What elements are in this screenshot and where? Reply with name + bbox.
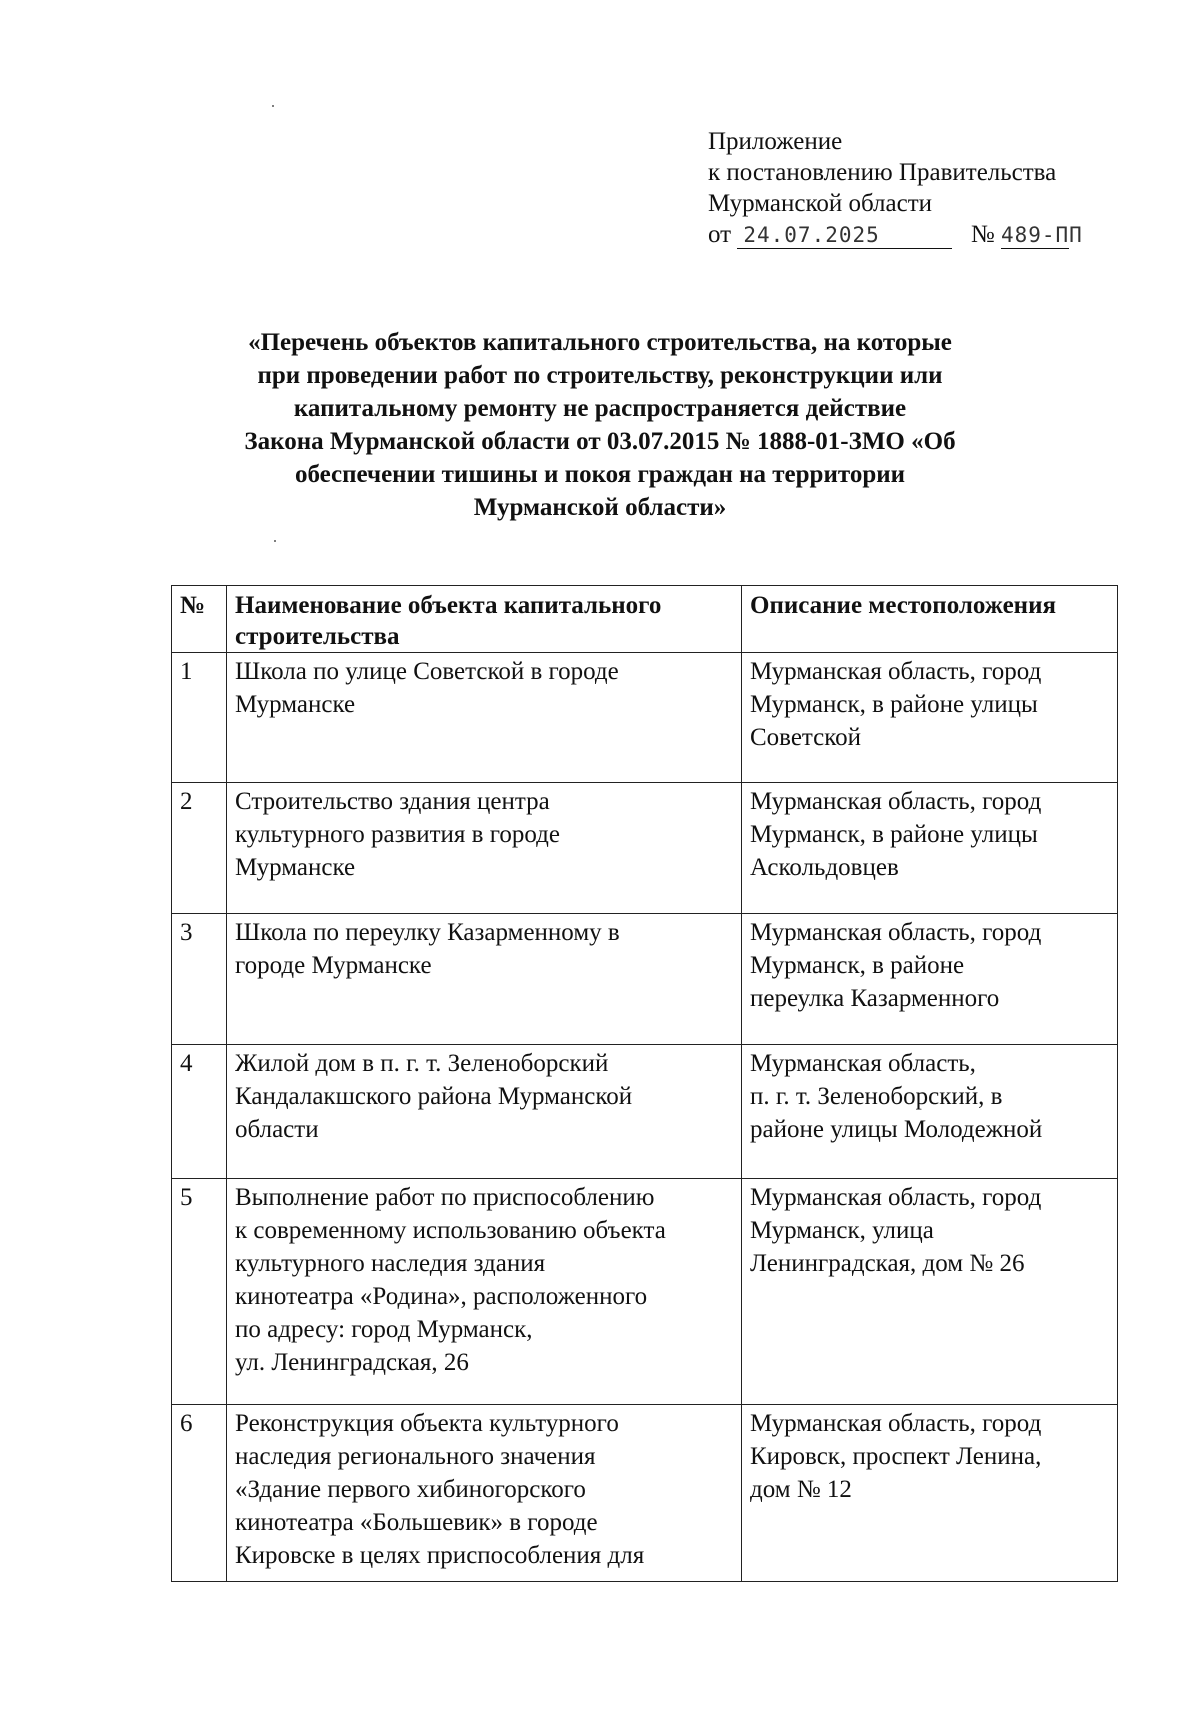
scan-speck <box>274 540 276 542</box>
name-line: культурного развития в городе <box>235 821 560 848</box>
table-row <box>172 1045 1118 1179</box>
appendix-title: Приложение <box>708 128 843 155</box>
location-line: Мурманская область, город <box>750 658 1042 685</box>
location-line: Мурманск, улица <box>750 1217 934 1244</box>
name-line: наследия регионального значения <box>235 1443 596 1470</box>
row-number: 2 <box>172 783 227 914</box>
row-object-name <box>227 653 742 783</box>
row-number: 5 <box>172 1179 227 1405</box>
name-line: Школа по улице Советской в городе <box>235 658 619 685</box>
row-number: 6 <box>172 1405 227 1582</box>
location-line: Ленинградская, дом № 26 <box>750 1250 1025 1277</box>
location-line: Советской <box>750 724 862 751</box>
location-line: Мурманская область, <box>750 1050 976 1077</box>
appendix-region: Мурманской области <box>708 190 933 217</box>
location-line: Мурманск, в районе улицы <box>750 691 1038 718</box>
title-line: при проведении работ по строительству, реконструкции или <box>257 362 943 389</box>
name-line: по адресу: город Мурманск, <box>235 1316 533 1343</box>
name-line: Реконструкция объекта культурного <box>235 1410 619 1437</box>
location-line: Мурманская область, город <box>750 919 1042 946</box>
table-header-row <box>172 586 1118 653</box>
date-prefix: от <box>708 221 732 248</box>
table-row <box>172 1179 1118 1405</box>
name-line: «Здание первого хибиногорского <box>235 1476 586 1503</box>
name-line: Школа по переулку Казарменному в <box>235 919 620 946</box>
row-location <box>742 653 1118 783</box>
title-line: Закона Мурманской области от 03.07.2015 № 1888-01-ЗМО «Об <box>244 428 956 455</box>
appendix-date-row <box>708 219 1083 250</box>
table-row <box>172 914 1118 1045</box>
header-number: № <box>172 586 227 653</box>
location-line: дом № 12 <box>750 1476 852 1503</box>
row-number: 1 <box>172 653 227 783</box>
location-line: переулка Казарменного <box>750 985 1000 1012</box>
location-line: Мурманская область, город <box>750 788 1042 815</box>
location-line: Мурманская область, город <box>750 1184 1042 1211</box>
row-object-name <box>227 783 742 914</box>
row-location <box>742 1045 1118 1179</box>
name-line: к современному использованию объекта <box>235 1217 666 1244</box>
name-line: Кандалакшского района Мурманской <box>235 1083 633 1110</box>
title-line: Мурманской области» <box>473 494 727 521</box>
objects-table <box>171 585 1118 1582</box>
table-row <box>172 653 1118 783</box>
name-line: городе Мурманске <box>235 952 432 979</box>
header-name-line: строительства <box>235 623 400 650</box>
scan-speck <box>272 105 274 107</box>
name-line: культурного наследия здания <box>235 1250 546 1277</box>
row-object-name <box>227 1045 742 1179</box>
row-object-name <box>227 1179 742 1405</box>
title-line: «Перечень объектов капитального строительства, на которые <box>248 329 952 356</box>
location-line: Аскольдовцев <box>750 854 899 881</box>
table-row <box>172 783 1118 914</box>
name-line: ул. Ленинградская, 26 <box>235 1349 469 1376</box>
row-number: 4 <box>172 1045 227 1179</box>
header-name-line: Наименование объекта капитального <box>235 592 662 619</box>
row-location <box>742 1179 1118 1405</box>
number-value: 489-ПП <box>1000 223 1083 247</box>
header-location: Описание местоположения <box>742 586 1118 653</box>
date-value: 24.07.2025 <box>737 222 952 249</box>
row-object-name <box>227 1405 742 1582</box>
name-line: кинотеатра «Большевик» в городе <box>235 1509 598 1536</box>
name-line: Мурманске <box>235 854 356 881</box>
row-location <box>742 914 1118 1045</box>
appendix-reference: к постановлению Правительства <box>708 159 1057 186</box>
appendix-block <box>708 126 1083 250</box>
title-line: капитальному ремонту не распространяется действие <box>293 395 907 422</box>
name-line: Выполнение работ по приспособлению <box>235 1184 655 1211</box>
location-line: Кировск, проспект Ленина, <box>750 1443 1042 1470</box>
name-line: Мурманске <box>235 691 356 718</box>
row-location <box>742 1405 1118 1582</box>
location-line: Мурманская область, город <box>750 1410 1042 1437</box>
row-number: 3 <box>172 914 227 1045</box>
location-line: Мурманск, в районе <box>750 952 965 979</box>
number-prefix: № <box>970 221 995 248</box>
header-object-name <box>227 586 742 653</box>
row-location <box>742 783 1118 914</box>
table-row <box>172 1405 1118 1582</box>
name-line: кинотеатра «Родина», расположенного <box>235 1283 648 1310</box>
title-line: обеспечении тишины и покоя граждан на территории <box>294 461 906 488</box>
row-object-name <box>227 914 742 1045</box>
name-line: Жилой дом в п. г. т. Зеленоборский <box>235 1050 609 1077</box>
location-line: Мурманск, в районе улицы <box>750 821 1038 848</box>
document-title <box>170 326 1030 524</box>
name-line: Строительство здания центра <box>235 788 550 815</box>
name-line: Кировске в целях приспособления для <box>235 1542 645 1569</box>
location-line: п. г. т. Зеленоборский, в <box>750 1083 1003 1110</box>
location-line: районе улицы Молодежной <box>750 1116 1043 1143</box>
name-line: области <box>235 1116 319 1143</box>
